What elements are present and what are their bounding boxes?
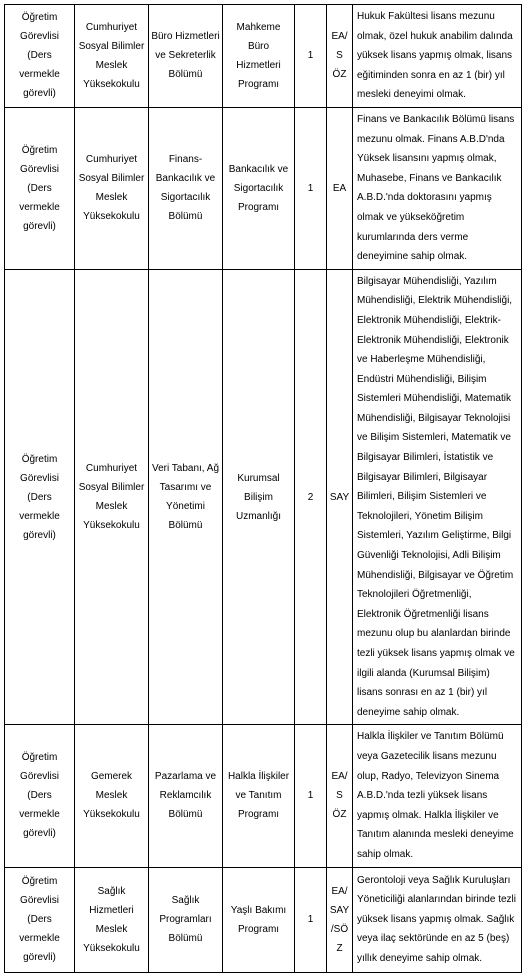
school-cell: Cumhuriyet Sosyal Bilimler Meslek Yüksekokulu bbox=[75, 269, 149, 725]
score-type-cell: EA/S ÖZ bbox=[327, 5, 353, 108]
table-row bbox=[5, 725, 522, 867]
position-cell: Öğretim Görevlisi (Ders vermekle görevli) bbox=[5, 107, 75, 269]
requirements-cell: Halkla İlişkiler ve Tanıtım Bölümü veya Gazetecilik lisans mezunu olup, Radyo, Televizyon Sinema A.B.D.'nda tezli yüksek lisans yapmış olmak. Halkla İlişkiler ve Tanıtım alanında mesleki deneyime sahip olmak. bbox=[353, 725, 522, 867]
table-row bbox=[5, 5, 522, 108]
requirements-cell: Hukuk Fakültesi lisans mezunu olmak, özel hukuk anabilim dalında yüksek lisans yapmış olmak, lisans eğitiminden sonra en az 1 (bir) yıl mesleki deneyimi olmak. bbox=[353, 5, 522, 108]
table-row bbox=[5, 269, 522, 725]
department-cell: Veri Tabanı, Ağ Tasarımı ve Yönetimi Bölümü bbox=[149, 269, 223, 725]
program-cell: Mahkeme Büro Hizmetleri Programı bbox=[223, 5, 295, 108]
department-cell: Büro Hizmetleri ve Sekreterlik Bölümü bbox=[149, 5, 223, 108]
requirements-cell: Finans ve Bankacılık Bölümü lisans mezunu olmak. Finans A.B.D'nda Yüksek lisansını yapmış olmak, Muhasebe, Finans ve Bankacılık A.B.D.'nda doktorasını yapmış olmak ve yükseköğretim kurumlarında ders verme deneyimine sahip olmak. bbox=[353, 107, 522, 269]
program-cell: Halkla İlişkiler ve Tanıtım Programı bbox=[223, 725, 295, 867]
department-cell: Finans-Bankacılık ve Sigortacılık Bölümü bbox=[149, 107, 223, 269]
table-row bbox=[5, 107, 522, 269]
requirements-cell: Gerontoloji veya Sağlık Kuruluşları Yöneticiliği alanlarından birinde tezli yüksek lisans yapmış olmak. Sağlık veya ilaç sektöründe en az 5 (beş) yıllık deneyime sahip olmak. bbox=[353, 867, 522, 972]
requirements-cell: Bilgisayar Mühendisliği, Yazılım Mühendisliği, Elektrik Mühendisliği, Elektronik Mühendisliği, Elektrik- Elektronik Mühendisliği, Elektronik ve Haberleşme Mühendisliği, Endüstri Mühendisliği, Bilişim Sistemleri Mühendisliği, Matematik Mühendisliği, Bilgisayar Teknolojisi ve Bilişim Sistemleri, Matematik ve Bilgisayar Bilimleri, İstatistik ve Bilgisayar Bilimleri, Bilgisayar Bilimleri, Bilişim Sistemleri ve Teknolojileri, Yönetim Bilişim Sistemleri, Yazılım Geliştirme, Bilgi Güvenliği Teknolojisi, Adli Bilişim Mühendisliği, Bilgisayar ve Öğretim Teknolojileri Öğretmenliği, Elektronik Öğretmenliği lisans mezunu olup bu alanlardan birinde tezli yüksek lisans yapmış olmak ve ilgili alanda (Kurumsal Bilişim) lisans sonrası en az 1 (bir) yıl deneyime sahip olmak. bbox=[353, 269, 522, 725]
count-cell: 1 bbox=[295, 5, 327, 108]
position-cell: Öğretim Görevlisi (Ders vermekle görevli) bbox=[5, 269, 75, 725]
score-type-cell: EA/S ÖZ bbox=[327, 725, 353, 867]
school-cell: Sağlık Hizmetleri Meslek Yüksekokulu bbox=[75, 867, 149, 972]
count-cell: 1 bbox=[295, 725, 327, 867]
count-cell: 1 bbox=[295, 867, 327, 972]
score-type-cell: SAY bbox=[327, 269, 353, 725]
count-cell: 2 bbox=[295, 269, 327, 725]
program-cell: Bankacılık ve Sigortacılık Programı bbox=[223, 107, 295, 269]
score-type-cell: EA/SAY /SÖZ bbox=[327, 867, 353, 972]
job-listing-table bbox=[4, 4, 522, 973]
position-cell: Öğretim Görevlisi (Ders vermekle görevli) bbox=[5, 5, 75, 108]
school-cell: Cumhuriyet Sosyal Bilimler Meslek Yüksekokulu bbox=[75, 107, 149, 269]
count-cell: 1 bbox=[295, 107, 327, 269]
school-cell: Gemerek Meslek Yüksekokulu bbox=[75, 725, 149, 867]
department-cell: Pazarlama ve Reklamcılık Bölümü bbox=[149, 725, 223, 867]
position-cell: Öğretim Görevlisi (Ders vermekle görevli) bbox=[5, 725, 75, 867]
position-cell: Öğretim Görevlisi (Ders vermekle görevli) bbox=[5, 867, 75, 972]
school-cell: Cumhuriyet Sosyal Bilimler Meslek Yüksekokulu bbox=[75, 5, 149, 108]
department-cell: Sağlık Programları Bölümü bbox=[149, 867, 223, 972]
program-cell: Yaşlı Bakımı Programı bbox=[223, 867, 295, 972]
score-type-cell: EA bbox=[327, 107, 353, 269]
table-row bbox=[5, 867, 522, 972]
program-cell: Kurumsal Bilişim Uzmanlığı bbox=[223, 269, 295, 725]
